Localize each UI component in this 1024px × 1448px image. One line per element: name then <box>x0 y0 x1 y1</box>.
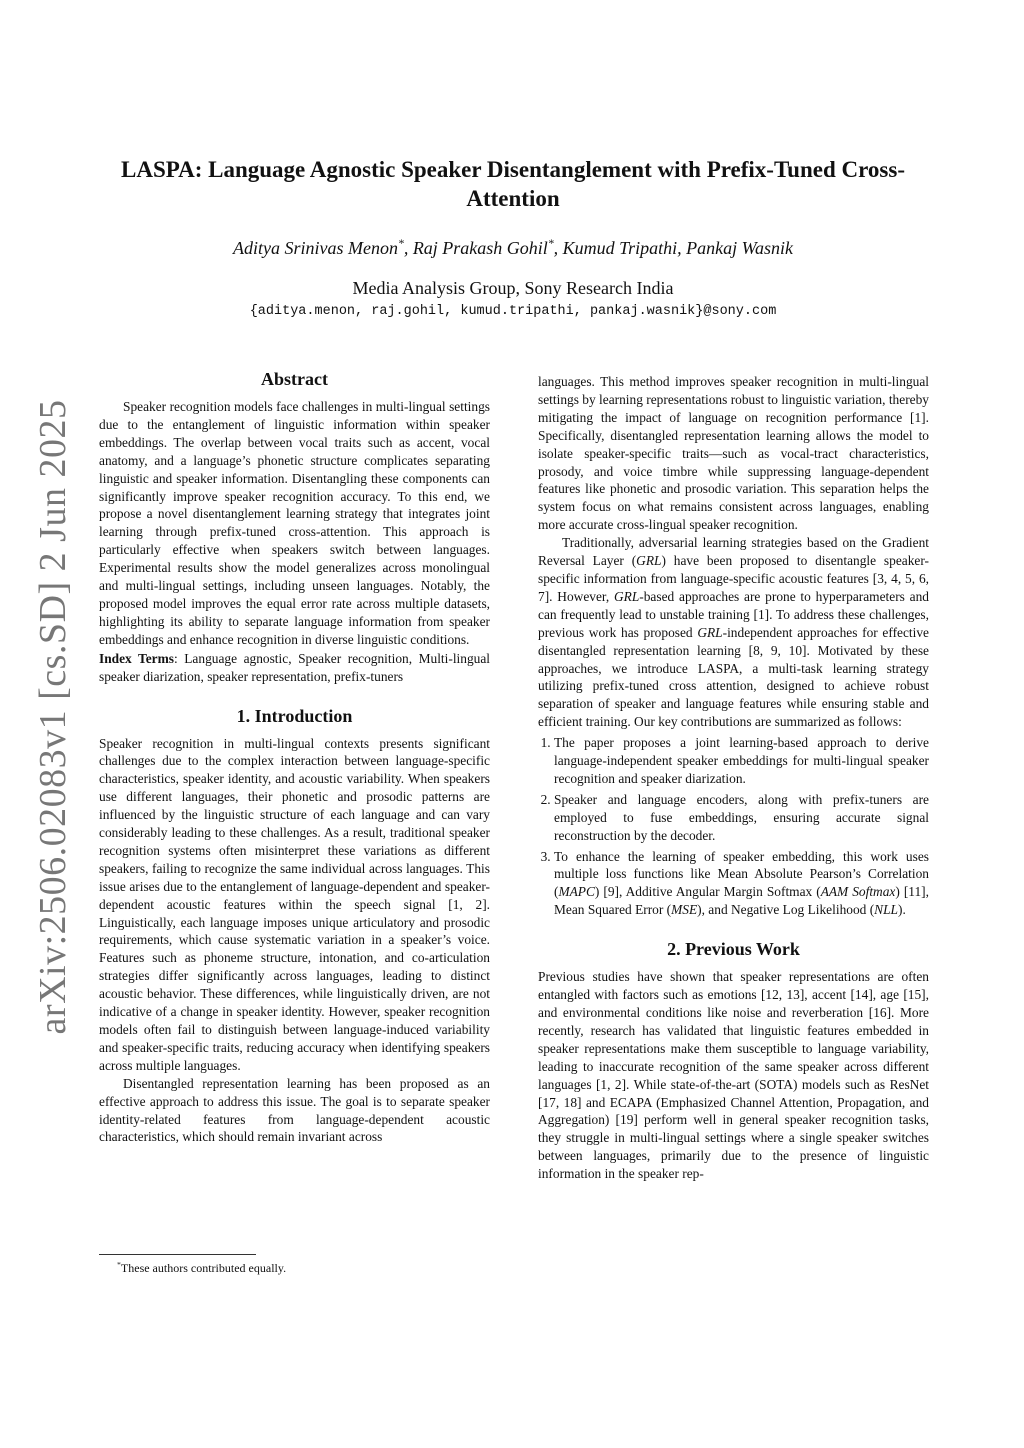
right-column <box>538 373 929 1183</box>
text-run: -independent approaches for effective disentangled representation learning [8, 9, 10]. Motivated by these approaches, we introduce LASPA, a multi-task learning strategy utilizing prefix-tuned cross attention, designed to achieve robust separation of speaker and language features while ensuring stable and efficient training. Our key contributions are summarized as follows: <box>538 624 929 730</box>
abstract-body: Speaker recognition models face challenges in multi-lingual settings due to the entanglement of linguistic information within speaker embeddings. The overlap between vocal traits such as accent, vocal anatomy, and a language’s phonetic structure complicates separating linguistic and speaker information. Disentangling these components can significantly improve speaker recognition accuracy. To this end, we propose a novel disentanglement learning strategy that integrates joint learning through prefix-tuned cross-attention. This approach is particularly effective when speakers switch between languages. Experimental results show the model generalizes across monolingual and multi-lingual settings, including unseen languages. Notably, the proposed model improves the equal error rate across multiple datasets, highlighting its ability to separate language information from speaker embeddings and enhance recognition in diverse linguistic conditions. <box>99 399 490 647</box>
acronym-mse: MSE <box>671 902 698 918</box>
text-run: To enhance the learning of speaker embedding, this work uses multiple loss functions like Mean Absolute Pearson’s Correlation ( <box>554 848 929 900</box>
acronym-grl: GRL <box>636 553 662 569</box>
introduction-paragraph: languages. This method improves speaker recognition in multi-lingual settings by learning representations robust to linguistic variation, thereby mitigating the impact of language on recognition performance [1]. Specifically, disentangled representation learning allows the model to isolate speaker-specific traits—such as vocal-tract characteristics, prosody, and voice timbre while suppressing language-dependent features like phonetic and prosodic variation. This separation helps the system focus on what remains consistent across languages, enabling more accurate cross-lingual speaker recognition. <box>538 374 929 533</box>
affiliation: Media Analysis Group, Sony Research India <box>352 278 674 298</box>
author-name: Aditya Srinivas Menon <box>232 238 398 258</box>
abstract-heading: Abstract <box>261 369 328 389</box>
text-run: ) [9], Additive Angular Margin Softmax ( <box>594 884 821 900</box>
text-run: ) [11], Mean Squared Error ( <box>554 884 929 918</box>
author-name: Raj Prakash Gohil <box>412 238 548 258</box>
index-terms-label: Index Terms <box>99 650 174 666</box>
text-run: ), and Negative Log Likelihood ( <box>697 902 875 918</box>
acronym-nll: NLL <box>874 902 898 918</box>
introduction-paragraph: Disentangled representation learning has been proposed as an effective approach to address this issue. The goal is to separate speaker identity-related features from language-dependent acoustic characteristics, which should remain invariant across <box>99 1075 490 1145</box>
author-list: Aditya Srinivas Menon*, Raj Prakash Gohil*, Kumud Tripathi, Pankaj Wasnik <box>232 237 794 258</box>
text-run: ) have been proposed to disentangle speaker-specific information from language-specific acoustic features [3, 4, 5, 6, 7]. However, <box>538 553 929 604</box>
acronym-aam-softmax: AAM Softmax <box>820 884 896 900</box>
footnote-mark: * <box>117 1260 121 1269</box>
acronym-grl: GRL <box>697 624 723 640</box>
footnote-text: These authors contributed equally. <box>120 1261 287 1275</box>
contribution-item <box>554 848 929 920</box>
author-names-rest: , Kumud Tripathi, Pankaj Wasnik <box>553 238 794 258</box>
author-emails: {aditya.menon, raj.gohil, kumud.tripathi, pankaj.wasnik}@sony.com <box>249 304 777 319</box>
text-run: Traditionally, adversarial learning strategies based on the Gradient Reversal Layer ( <box>538 535 929 569</box>
contributions-list <box>538 734 929 919</box>
text-run: -based approaches are prone to hyperparameters and can frequently lead to unstable training [1]. To address these challenges, previous work has proposed <box>538 588 929 640</box>
left-column <box>99 367 490 1146</box>
index-terms-list: : Language agnostic, Speaker recognition, Multi-lingual speaker diarization, speaker representation, prefix-tuners <box>99 650 491 684</box>
footnote-divider <box>99 1254 256 1255</box>
index-terms <box>99 650 490 686</box>
introduction-paragraph <box>538 534 929 731</box>
previous-work-paragraph: Previous studies have shown that speaker representations are often entangled with factors such as emotions [12, 13], accent [14], age [15], and environmental conditions like noise and reverberation [16]. More recently, research has validated that linguistic features embedded in speaker representations make them susceptible to language variability, leading to inaccurate recognition of the same speaker across different languages [1, 2]. While state-of-the-art (SOTA) models such as ResNet [17, 18] and ECAPA (Emphasized Channel Attention, Propagation, and Aggregation) [19] perform well in general speaker recognition tasks, they struggle in multi-lingual settings where a single speaker switches between languages, primarily due to the presence of linguistic information in the speaker rep- <box>538 969 929 1182</box>
arxiv-identifier-stamp: arXiv:2506.02083v1 [cs.SD] 2 Jun 2025 <box>32 399 74 1035</box>
introduction-paragraph: Speaker recognition in multi-lingual contexts presents significant challenges due to the complex interaction between language-specific characteristics, speaker identity, and acoustic variability. When speakers use different languages, their phonetic and prosodic patterns are influenced by the linguistic structure of each language and can vary considerably leading to these challenges. As a result, traditional speaker recognition systems often misinterpret these variations as different speakers, failing to recognize the same individual across languages. This issue arises due to the entanglement of language-dependent and speaker-dependent acoustic features within the speech signal [1, 2]. Linguistically, each language imposes unique articulatory and prosodic requirements, which cause systematic variation in a speaker’s voice. Features such as phoneme structure, intonation, and co-articulation strategies differ significantly across languages, leading to distinct acoustic behavior. These differences, while linguistically driven, are not indicative of a change in speaker identity. However, speaker recognition models often fail to distinguish between language-induced variability and speaker-specific traits, reducing accuracy when identifying speakers across multiple languages. <box>99 735 490 1073</box>
footnote <box>117 1260 286 1276</box>
introduction-heading: 1. Introduction <box>236 705 353 726</box>
acronym-mapc: MAPC <box>558 884 595 900</box>
text-run: ). <box>898 902 906 918</box>
equal-contribution-mark: * <box>547 237 554 250</box>
acronym-grl: GRL <box>613 588 640 604</box>
previous-work-heading: 2. Previous Work <box>667 939 800 960</box>
contribution-item: 1. The paper proposes a joint learning-based approach to derive language-independent speaker embeddings for multi-lingual speaker recognition and speaker diarization. <box>554 734 929 788</box>
contribution-item: 2. Speaker and language encoders, along with prefix-tuners are employed to fuse embeddings, ensuring accurate signal reconstruction by the decoder. <box>554 791 929 845</box>
paper-title: LASPA: Language Agnostic Speaker Disentanglement with Prefix-Tuned Cross-Attention <box>121 157 905 211</box>
equal-contribution-mark: * <box>397 237 404 250</box>
